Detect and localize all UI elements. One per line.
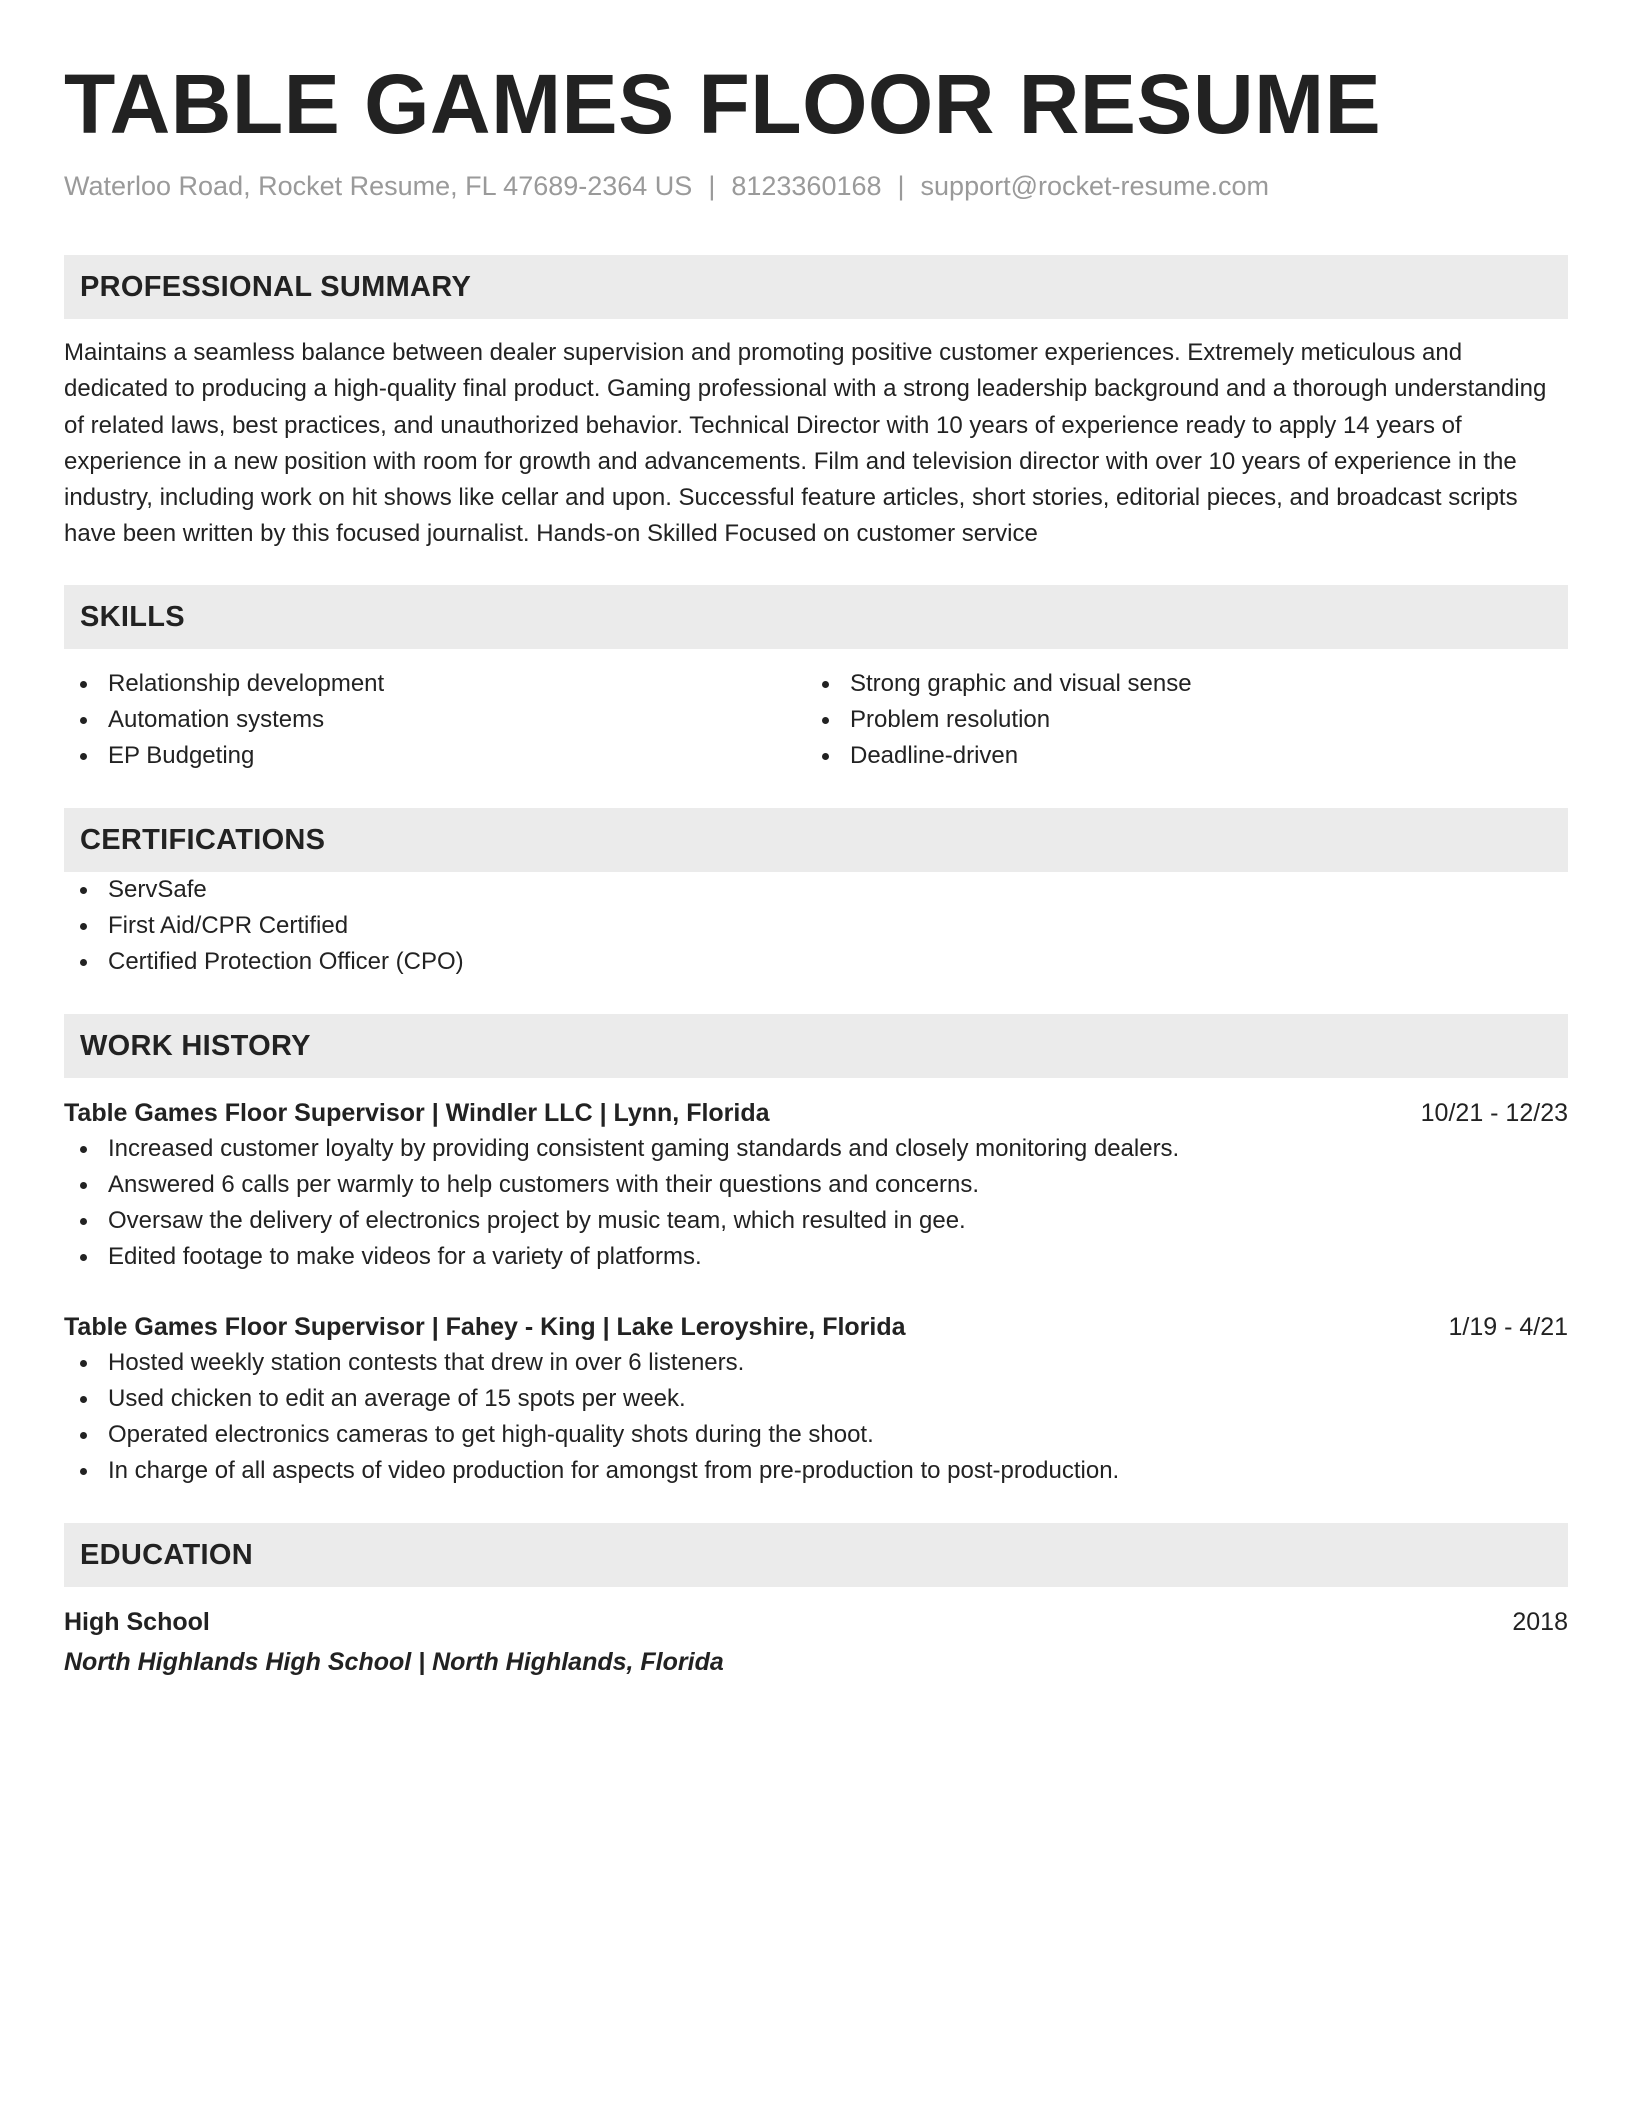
job-title: Table Games Floor Supervisor | Windler LLC | Lynn, Florida — [64, 1098, 770, 1127]
job-title: Table Games Floor Supervisor | Fahey - King | Lake Leroyshire, Florida — [64, 1312, 906, 1341]
contact-phone: 8123360168 — [731, 171, 882, 201]
job-header — [64, 1309, 1568, 1345]
section-header-work-history: WORK HISTORY — [64, 1014, 1568, 1078]
job-header — [64, 1095, 1568, 1131]
certifications-list — [64, 872, 1568, 980]
section-header-professional-summary: PROFESSIONAL SUMMARY — [64, 255, 1568, 319]
job-entry — [64, 1309, 1568, 1489]
skills-column-right — [806, 666, 1548, 774]
job-bullet: Answered 6 calls per warmly to help customers with their questions and concerns. — [64, 1167, 1568, 1203]
contact-email: support@rocket-resume.com — [920, 171, 1270, 201]
contact-separator: | — [708, 171, 716, 201]
certification-item: ServSafe — [64, 872, 1568, 908]
job-bullet: Increased customer loyalty by providing consistent gaming standards and closely monitoring dealers. — [64, 1131, 1568, 1167]
job-bullet: Used chicken to edit an average of 15 spots per week. — [64, 1381, 1568, 1417]
contact-line — [64, 168, 1568, 204]
job-dates: 1/19 - 4/21 — [1448, 1312, 1568, 1341]
job-bullets — [64, 1345, 1568, 1489]
education-header — [64, 1604, 1568, 1640]
skill-item: Automation systems — [64, 702, 806, 738]
contact-address: Waterloo Road, Rocket Resume, FL 47689-2364 US — [64, 171, 693, 201]
section-header-skills: SKILLS — [64, 585, 1568, 649]
resume-title: TABLE GAMES FLOOR RESUME — [64, 57, 1382, 151]
contact-separator: | — [897, 171, 905, 201]
job-dates: 10/21 - 12/23 — [1420, 1098, 1568, 1127]
job-bullet: In charge of all aspects of video production for amongst from pre-production to post-production. — [64, 1453, 1568, 1489]
education-school: North Highlands High School | North Highlands, Florida — [64, 1647, 724, 1676]
job-bullet: Hosted weekly station contests that drew in over 6 listeners. — [64, 1345, 1568, 1381]
certification-item: First Aid/CPR Certified — [64, 908, 1568, 944]
skill-item: Strong graphic and visual sense — [806, 666, 1548, 702]
resume-page — [64, 0, 1568, 1680]
job-bullet: Edited footage to make videos for a variety of platforms. — [64, 1239, 1568, 1275]
skill-item: Problem resolution — [806, 702, 1548, 738]
certification-item: Certified Protection Officer (CPO) — [64, 944, 1568, 980]
summary-paragraph: Maintains a seamless balance between dealer supervision and promoting positive customer experiences. Extremely meticulous and dedicated to producing a high-quality final product. Gaming professional with a strong leadership background and a thorough understanding of related laws, best practices, and unauthorized behavior. Technical Director with 10 years of experience ready to apply 14 years of experience in a new position with room for growth and advancements. Film and television director with over 10 years of experience in the industry, including work on hit shows like cellar and upon. Successful feature articles, short stories, editorial pieces, and broadcast scripts have been written by this focused journalist. Hands-on Skilled Focused on customer service — [64, 339, 1547, 548]
education-year: 2018 — [1512, 1607, 1568, 1636]
job-entry — [64, 1095, 1568, 1275]
job-bullet: Oversaw the delivery of electronics project by music team, which resulted in gee. — [64, 1203, 1568, 1239]
section-header-education: EDUCATION — [64, 1523, 1568, 1587]
skills-column-left — [64, 666, 806, 774]
section-header-certifications: CERTIFICATIONS — [64, 808, 1568, 872]
skills-grid — [64, 666, 1568, 774]
education-degree: High School — [64, 1607, 210, 1636]
skill-item: Relationship development — [64, 666, 806, 702]
job-bullet: Operated electronics cameras to get high-quality shots during the shoot. — [64, 1417, 1568, 1453]
job-bullets — [64, 1131, 1568, 1275]
skill-item: Deadline-driven — [806, 738, 1548, 774]
skill-item: EP Budgeting — [64, 738, 806, 774]
